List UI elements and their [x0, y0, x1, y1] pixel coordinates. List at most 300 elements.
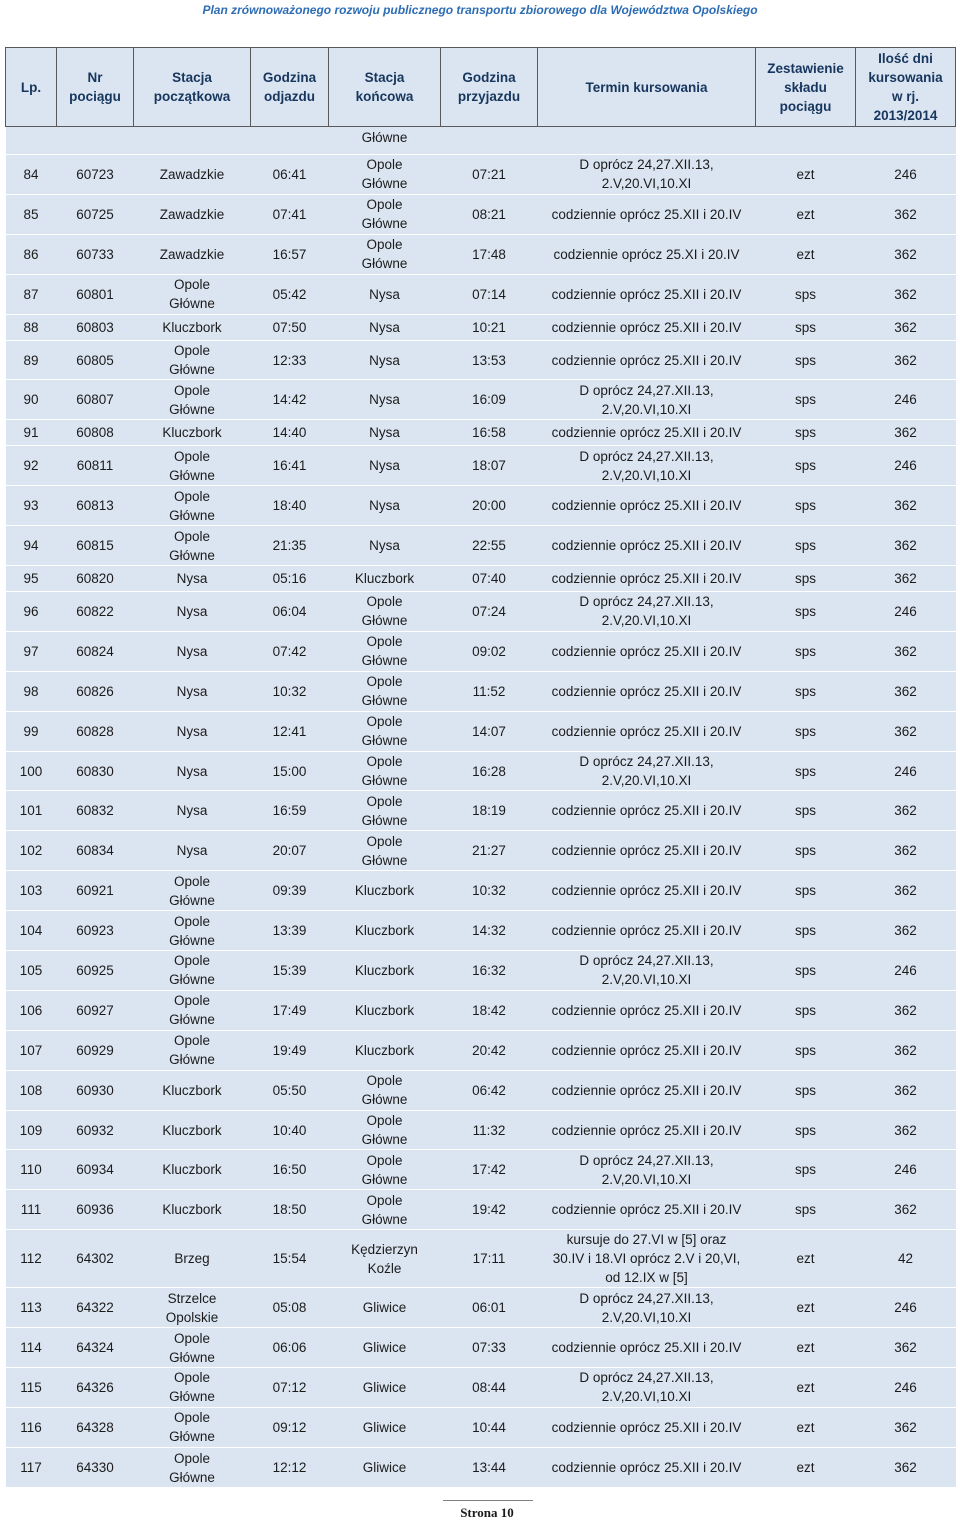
cell-operating-days: 246: [856, 751, 956, 791]
cell-train-composition: ezt: [756, 1407, 856, 1447]
cell-train-number: 60925: [57, 951, 134, 991]
cell-start-station: Nysa: [134, 791, 251, 831]
table-row: [6, 420, 956, 446]
table-row: [6, 711, 956, 751]
cell-start-station: Kluczbork: [134, 1150, 251, 1190]
cell-operating-days: 362: [856, 1328, 956, 1368]
cell-lp: 100: [6, 751, 57, 791]
cell-operating-days: 362: [856, 671, 956, 711]
cell-end-station: Nysa: [329, 526, 441, 566]
cell-train-composition: ezt: [756, 1328, 856, 1368]
cell-schedule: codziennie oprócz 25.XII i 20.IV: [538, 1030, 756, 1070]
cell-end-station: Nysa: [329, 420, 441, 446]
cell-start-station: Kluczbork: [134, 1190, 251, 1230]
cell-lp: 84: [6, 155, 57, 195]
cell-end-station: Kluczbork: [329, 951, 441, 991]
cell-operating-days: 362: [856, 791, 956, 831]
cell-arrival-time: 19:42: [441, 1190, 538, 1230]
cell-schedule: codziennie oprócz 25.XII i 20.IV: [538, 1328, 756, 1368]
table-row: [6, 1407, 956, 1447]
table-row: [6, 1288, 956, 1328]
cell-train-composition: sps: [756, 990, 856, 1030]
cell-end-station: Opole Główne: [329, 155, 441, 195]
cell-operating-days: 362: [856, 1030, 956, 1070]
cell-operating-days: 362: [856, 420, 956, 446]
cell-train-composition: sps: [756, 1070, 856, 1110]
cell-arrival-time: 11:52: [441, 671, 538, 711]
cell-departure-time: 17:49: [251, 990, 329, 1030]
cell-lp: 103: [6, 871, 57, 911]
cell-end-station: Kluczbork: [329, 990, 441, 1030]
cell-operating-days: 246: [856, 951, 956, 991]
cell-train-number: 64324: [57, 1328, 134, 1368]
cell-departure-time: 13:39: [251, 911, 329, 951]
cell-arrival-time: 13:53: [441, 340, 538, 380]
cell-departure-time: 19:49: [251, 1030, 329, 1070]
cell-lp: 115: [6, 1368, 57, 1408]
table-row: [6, 314, 956, 340]
cell-departure-time: 14:40: [251, 420, 329, 446]
header-arrival-time: Godzina przyjazdu: [441, 48, 538, 127]
cell-start-station: Opole Główne: [134, 1447, 251, 1487]
cell-start-station: Kluczbork: [134, 1070, 251, 1110]
cell-departure-time: 12:12: [251, 1447, 329, 1487]
cell-end-station: Kędzierzyn Koźle: [329, 1230, 441, 1288]
cell-schedule: codziennie oprócz 25.XII i 20.IV: [538, 486, 756, 526]
cell-train-composition: sps: [756, 1110, 856, 1150]
cell-schedule: [538, 127, 756, 155]
cell-start-station: Zawadzkie: [134, 155, 251, 195]
cell-schedule: codziennie oprócz 25.XII i 20.IV: [538, 711, 756, 751]
cell-departure-time: 07:42: [251, 631, 329, 671]
table-row: [6, 631, 956, 671]
cell-start-station: [134, 127, 251, 155]
cell-operating-days: 362: [856, 711, 956, 751]
cell-operating-days: [856, 127, 956, 155]
cell-train-composition: sps: [756, 711, 856, 751]
cell-arrival-time: 10:21: [441, 314, 538, 340]
cell-end-station: Opole Główne: [329, 791, 441, 831]
cell-arrival-time: 17:11: [441, 1230, 538, 1288]
cell-schedule: codziennie oprócz 25.XII i 20.IV: [538, 671, 756, 711]
table-row: [6, 990, 956, 1030]
cell-train-composition: [756, 127, 856, 155]
cell-train-composition: sps: [756, 526, 856, 566]
cell-end-station: Nysa: [329, 274, 441, 314]
cell-schedule: D oprócz 24,27.XII.13, 2.V,20.VI,10.XI: [538, 446, 756, 486]
cell-schedule: codziennie oprócz 25.XII i 20.IV: [538, 1070, 756, 1110]
cell-schedule: D oprócz 24,27.XII.13, 2.V,20.VI,10.XI: [538, 592, 756, 632]
timetable: [5, 47, 956, 1487]
cell-lp: 98: [6, 671, 57, 711]
cell-arrival-time: 21:27: [441, 831, 538, 871]
cell-operating-days: 362: [856, 911, 956, 951]
cell-end-station: Opole Główne: [329, 831, 441, 871]
header-departure-time: Godzina odjazdu: [251, 48, 329, 127]
cell-train-composition: sps: [756, 486, 856, 526]
cell-arrival-time: 14:32: [441, 911, 538, 951]
cell-train-number: 60803: [57, 314, 134, 340]
cell-departure-time: 20:07: [251, 831, 329, 871]
cell-train-composition: sps: [756, 592, 856, 632]
cell-operating-days: 246: [856, 155, 956, 195]
cell-arrival-time: 13:44: [441, 1447, 538, 1487]
cell-schedule: codziennie oprócz 25.XII i 20.IV: [538, 1110, 756, 1150]
cell-end-station: Opole Główne: [329, 592, 441, 632]
cell-lp: 105: [6, 951, 57, 991]
table-row: [6, 1368, 956, 1408]
cell-end-station: Opole Główne: [329, 1110, 441, 1150]
cell-train-number: 60723: [57, 155, 134, 195]
cell-operating-days: 362: [856, 274, 956, 314]
cell-train-number: 60832: [57, 791, 134, 831]
cell-arrival-time: 16:32: [441, 951, 538, 991]
cell-train-number: 60815: [57, 526, 134, 566]
cell-schedule: codziennie oprócz 25.XII i 20.IV: [538, 526, 756, 566]
cell-train-composition: ezt: [756, 1368, 856, 1408]
cell-lp: 113: [6, 1288, 57, 1328]
cell-lp: 87: [6, 274, 57, 314]
cell-train-number: [57, 127, 134, 155]
table-row: [6, 1190, 956, 1230]
cell-arrival-time: 17:42: [441, 1150, 538, 1190]
cell-lp: 88: [6, 314, 57, 340]
cell-operating-days: 362: [856, 871, 956, 911]
cell-train-composition: sps: [756, 951, 856, 991]
cell-schedule: codziennie oprócz 25.XII i 20.IV: [538, 1407, 756, 1447]
cell-departure-time: 18:50: [251, 1190, 329, 1230]
cell-train-number: 64330: [57, 1447, 134, 1487]
cell-lp: 111: [6, 1190, 57, 1230]
cell-schedule: codziennie oprócz 25.XII i 20.IV: [538, 340, 756, 380]
cell-train-number: 60811: [57, 446, 134, 486]
cell-schedule: D oprócz 24,27.XII.13, 2.V,20.VI,10.XI: [538, 1150, 756, 1190]
cell-operating-days: 362: [856, 566, 956, 592]
cell-lp: 109: [6, 1110, 57, 1150]
cell-train-composition: sps: [756, 566, 856, 592]
cell-schedule: codziennie oprócz 25.XII i 20.IV: [538, 194, 756, 234]
cell-train-composition: sps: [756, 274, 856, 314]
cell-departure-time: 16:50: [251, 1150, 329, 1190]
header-start-station: Stacja początkowa: [134, 48, 251, 127]
cell-start-station: Opole Główne: [134, 911, 251, 951]
cell-train-composition: ezt: [756, 234, 856, 274]
cell-train-number: 60820: [57, 566, 134, 592]
cell-schedule: D oprócz 24,27.XII.13, 2.V,20.VI,10.XI: [538, 380, 756, 420]
cell-operating-days: 362: [856, 340, 956, 380]
cell-train-composition: ezt: [756, 1230, 856, 1288]
cell-departure-time: [251, 127, 329, 155]
cell-end-station: Opole Główne: [329, 1190, 441, 1230]
cell-start-station: Opole Główne: [134, 274, 251, 314]
cell-train-number: 60725: [57, 194, 134, 234]
cell-lp: 114: [6, 1328, 57, 1368]
cell-lp: 112: [6, 1230, 57, 1288]
cell-train-number: 64322: [57, 1288, 134, 1328]
table-row: [6, 751, 956, 791]
header-train-number: Nr pociągu: [57, 48, 134, 127]
cell-operating-days: 362: [856, 194, 956, 234]
cell-end-station: Opole Główne: [329, 1150, 441, 1190]
cell-start-station: Opole Główne: [134, 380, 251, 420]
cell-schedule: codziennie oprócz 25.XII i 20.IV: [538, 566, 756, 592]
cell-lp: 106: [6, 990, 57, 1030]
table-row: [6, 274, 956, 314]
cell-lp: 85: [6, 194, 57, 234]
cell-start-station: Nysa: [134, 831, 251, 871]
cell-train-number: 60834: [57, 831, 134, 871]
cell-schedule: codziennie oprócz 25.XII i 20.IV: [538, 990, 756, 1030]
cell-schedule: codziennie oprócz 25.XII i 20.IV: [538, 274, 756, 314]
cell-end-station: Opole Główne: [329, 631, 441, 671]
cell-operating-days: 246: [856, 592, 956, 632]
cell-operating-days: 362: [856, 1447, 956, 1487]
cell-end-station: Gliwice: [329, 1288, 441, 1328]
cell-end-station: Gliwice: [329, 1328, 441, 1368]
cell-end-station: Gliwice: [329, 1447, 441, 1487]
table-row: [6, 566, 956, 592]
cell-operating-days: 362: [856, 990, 956, 1030]
table-row: [6, 486, 956, 526]
cell-train-number: 60733: [57, 234, 134, 274]
cell-departure-time: 15:39: [251, 951, 329, 991]
table-row: [6, 831, 956, 871]
cell-departure-time: 06:06: [251, 1328, 329, 1368]
table-body: [6, 127, 956, 1488]
header-row: [6, 48, 956, 127]
cell-end-station: Główne: [329, 127, 441, 155]
cell-operating-days: 246: [856, 446, 956, 486]
cell-start-station: Strzelce Opolskie: [134, 1288, 251, 1328]
cell-start-station: Nysa: [134, 592, 251, 632]
table-row: [6, 1150, 956, 1190]
cell-train-number: 60934: [57, 1150, 134, 1190]
cell-start-station: Opole Główne: [134, 446, 251, 486]
cell-start-station: Opole Główne: [134, 526, 251, 566]
table-row: [6, 671, 956, 711]
cell-arrival-time: 14:07: [441, 711, 538, 751]
cell-schedule: codziennie oprócz 25.XII i 20.IV: [538, 1190, 756, 1230]
cell-lp: 108: [6, 1070, 57, 1110]
cell-end-station: Kluczbork: [329, 911, 441, 951]
table-row: [6, 380, 956, 420]
cell-train-number: 60927: [57, 990, 134, 1030]
cell-lp: 116: [6, 1407, 57, 1447]
cell-lp: 97: [6, 631, 57, 671]
cell-end-station: Gliwice: [329, 1368, 441, 1408]
cell-departure-time: 05:08: [251, 1288, 329, 1328]
header-lp: Lp.: [6, 48, 57, 127]
cell-train-composition: sps: [756, 791, 856, 831]
cell-start-station: Opole Główne: [134, 990, 251, 1030]
cell-lp: 89: [6, 340, 57, 380]
cell-start-station: Nysa: [134, 566, 251, 592]
cell-end-station: Gliwice: [329, 1407, 441, 1447]
cell-end-station: Kluczbork: [329, 871, 441, 911]
cell-lp: 107: [6, 1030, 57, 1070]
cell-departure-time: 18:40: [251, 486, 329, 526]
cell-start-station: Nysa: [134, 751, 251, 791]
table-row: [6, 1230, 956, 1288]
cell-start-station: Opole Główne: [134, 1368, 251, 1408]
cell-arrival-time: 17:48: [441, 234, 538, 274]
cell-start-station: Zawadzkie: [134, 234, 251, 274]
cell-departure-time: 09:12: [251, 1407, 329, 1447]
cell-arrival-time: 16:58: [441, 420, 538, 446]
cell-lp: 95: [6, 566, 57, 592]
cell-operating-days: 246: [856, 380, 956, 420]
cell-start-station: Opole Główne: [134, 871, 251, 911]
cell-departure-time: 05:42: [251, 274, 329, 314]
cell-arrival-time: 08:21: [441, 194, 538, 234]
cell-departure-time: 12:41: [251, 711, 329, 751]
cell-operating-days: 246: [856, 1368, 956, 1408]
cell-end-station: Opole Główne: [329, 1070, 441, 1110]
cell-operating-days: 362: [856, 1070, 956, 1110]
cell-arrival-time: 07:40: [441, 566, 538, 592]
cell-operating-days: 362: [856, 314, 956, 340]
cell-schedule: codziennie oprócz 25.XII i 20.IV: [538, 314, 756, 340]
cell-train-composition: sps: [756, 671, 856, 711]
cell-end-station: Nysa: [329, 446, 441, 486]
cell-start-station: Opole Główne: [134, 1407, 251, 1447]
cell-train-composition: sps: [756, 751, 856, 791]
cell-schedule: D oprócz 24,27.XII.13, 2.V,20.VI,10.XI: [538, 1288, 756, 1328]
cell-arrival-time: 22:55: [441, 526, 538, 566]
cell-arrival-time: [441, 127, 538, 155]
cell-end-station: Kluczbork: [329, 566, 441, 592]
cell-train-number: 60930: [57, 1070, 134, 1110]
cell-schedule: codziennie oprócz 25.XII i 20.IV: [538, 871, 756, 911]
footer-divider: [443, 1500, 533, 1501]
cell-train-number: 60808: [57, 420, 134, 446]
cell-departure-time: 07:41: [251, 194, 329, 234]
cell-lp: 96: [6, 592, 57, 632]
cell-end-station: Nysa: [329, 486, 441, 526]
cell-departure-time: 12:33: [251, 340, 329, 380]
cell-train-number: 60822: [57, 592, 134, 632]
cell-end-station: Kluczbork: [329, 1030, 441, 1070]
table-row: [6, 526, 956, 566]
cell-arrival-time: 07:14: [441, 274, 538, 314]
cell-lp: 93: [6, 486, 57, 526]
cell-arrival-time: 11:32: [441, 1110, 538, 1150]
cell-end-station: Opole Główne: [329, 751, 441, 791]
cell-arrival-time: 18:19: [441, 791, 538, 831]
cell-train-number: 60929: [57, 1030, 134, 1070]
cell-train-composition: sps: [756, 871, 856, 911]
cell-schedule: D oprócz 24,27.XII.13, 2.V,20.VI,10.XI: [538, 155, 756, 195]
cell-operating-days: 362: [856, 1110, 956, 1150]
table-row: [6, 1070, 956, 1110]
cell-departure-time: 10:40: [251, 1110, 329, 1150]
table-row: [6, 791, 956, 831]
table-row: [6, 155, 956, 195]
cell-train-composition: sps: [756, 446, 856, 486]
table-row: [6, 871, 956, 911]
cell-train-number: 64302: [57, 1230, 134, 1288]
table-row: [6, 340, 956, 380]
cell-end-station: Nysa: [329, 380, 441, 420]
cell-start-station: Kluczbork: [134, 1110, 251, 1150]
cell-arrival-time: 07:24: [441, 592, 538, 632]
cell-departure-time: 07:50: [251, 314, 329, 340]
cell-operating-days: 362: [856, 631, 956, 671]
page-header-title: Plan zrównoważonego rozwoju publicznego transportu zbiorowego dla Województwa Opolskiego: [202, 3, 758, 17]
cell-schedule: codziennie oprócz 25.XI i 20.IV: [538, 234, 756, 274]
header-end-station: Stacja końcowa: [329, 48, 441, 127]
table-row: [6, 446, 956, 486]
cell-departure-time: 07:12: [251, 1368, 329, 1408]
cell-lp: [6, 127, 57, 155]
cell-lp: 102: [6, 831, 57, 871]
page-number: Strona 10: [460, 1505, 514, 1520]
cell-train-number: 60826: [57, 671, 134, 711]
cell-lp: 101: [6, 791, 57, 831]
cell-schedule: codziennie oprócz 25.XII i 20.IV: [538, 791, 756, 831]
cell-departure-time: 15:00: [251, 751, 329, 791]
cell-arrival-time: 20:42: [441, 1030, 538, 1070]
cell-operating-days: 362: [856, 234, 956, 274]
cell-train-composition: sps: [756, 831, 856, 871]
cell-train-composition: sps: [756, 1030, 856, 1070]
cell-departure-time: 05:16: [251, 566, 329, 592]
cell-departure-time: 16:59: [251, 791, 329, 831]
cell-schedule: codziennie oprócz 25.XII i 20.IV: [538, 911, 756, 951]
cell-end-station: Nysa: [329, 340, 441, 380]
table-row: [6, 592, 956, 632]
cell-schedule: codziennie oprócz 25.XII i 20.IV: [538, 831, 756, 871]
cell-operating-days: 362: [856, 1190, 956, 1230]
cell-arrival-time: 06:01: [441, 1288, 538, 1328]
cell-start-station: Kluczbork: [134, 314, 251, 340]
table-row: [6, 234, 956, 274]
header-schedule: Termin kursowania: [538, 48, 756, 127]
cell-start-station: Nysa: [134, 711, 251, 751]
cell-lp: 104: [6, 911, 57, 951]
cell-departure-time: 15:54: [251, 1230, 329, 1288]
cell-train-composition: sps: [756, 380, 856, 420]
cell-train-composition: sps: [756, 631, 856, 671]
cell-departure-time: 21:35: [251, 526, 329, 566]
table-row: [6, 194, 956, 234]
cell-departure-time: 10:32: [251, 671, 329, 711]
cell-operating-days: 362: [856, 1407, 956, 1447]
cell-lp: 92: [6, 446, 57, 486]
cell-arrival-time: 07:21: [441, 155, 538, 195]
cell-arrival-time: 06:42: [441, 1070, 538, 1110]
cell-train-composition: ezt: [756, 194, 856, 234]
cell-arrival-time: 18:07: [441, 446, 538, 486]
cell-train-number: 64326: [57, 1368, 134, 1408]
table-row: [6, 1110, 956, 1150]
cell-lp: 110: [6, 1150, 57, 1190]
cell-train-composition: sps: [756, 314, 856, 340]
cell-schedule: codziennie oprócz 25.XII i 20.IV: [538, 1447, 756, 1487]
cell-arrival-time: 16:09: [441, 380, 538, 420]
cell-train-number: 60807: [57, 380, 134, 420]
cell-train-number: 60828: [57, 711, 134, 751]
cell-arrival-time: 16:28: [441, 751, 538, 791]
cell-train-composition: sps: [756, 1150, 856, 1190]
cell-start-station: Nysa: [134, 631, 251, 671]
cell-departure-time: 16:57: [251, 234, 329, 274]
cell-lp: 86: [6, 234, 57, 274]
header-train-composition: Zestawienie składu pociągu: [756, 48, 856, 127]
cell-end-station: Opole Główne: [329, 671, 441, 711]
cell-schedule: D oprócz 24,27.XII.13, 2.V,20.VI,10.XI: [538, 951, 756, 991]
cell-start-station: Brzeg: [134, 1230, 251, 1288]
